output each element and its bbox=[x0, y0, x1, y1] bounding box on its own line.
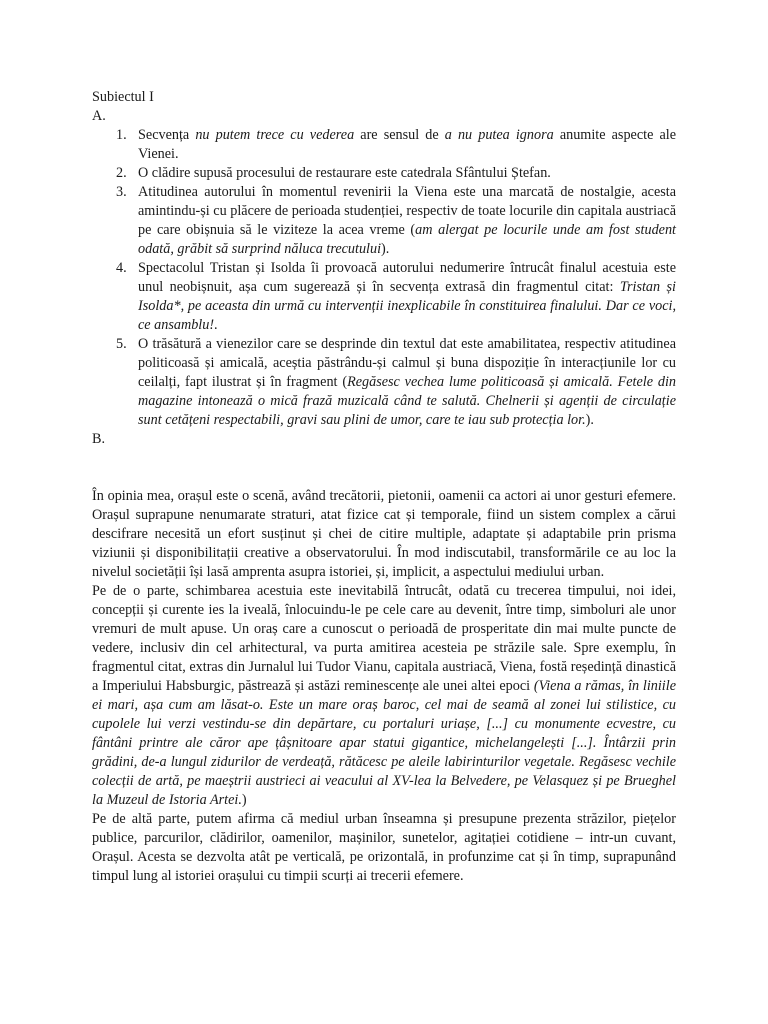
essay-paragraph-2: Pe de o parte, schimbarea acestuia este inevitabilă întrucât, odată cu trecerea timpului, noi idei, concepții și curente ies la iveală, înlocuindu-le pe cele care au devenit, între timp, simboluri ale unor vremuri de mult apuse. Un oraș care a cunoscut o perioadă de prosperitate din mai multe puncte de vedere, inclusiv din cel arhitectural, va purta amitirea acesteia pe străzile sale. Spre exemplu, în fragmentul citat, extras din Jurnalul lui Tudor Vianu, capitala austriacă, Viena, fostă reședință dinastică a Imperiului Habsburgic, păstrează și astăzi reminescențe ale unei altei epoci (Viena a rămas, în liniile ei mari, așa cum am lăsat-o. Este un mare oraș baroc, cel mai de seamă al zonei lui stilistice, cu cupolele lui verzi vestindu-se din depărtare, cu portaluri uriașe, [...] cu monumente ecvestre, cu fântâni printre ale căror ape țâșnitoare apar statui gigantice, michelangelești [...]. Întârzii prin grădini, de-a lungul zidurilor de verdeață, rătăcesc pe aleile labirinturilor vegetale. Regăsesc vechile colecții de artă, pe maeștrii austrieci ai veacului al XV-lea la Belvedere, pe Velasquez și pe Brueghel la Muzeul de Istoria Artei.) bbox=[92, 583, 676, 808]
spacer bbox=[92, 468, 676, 487]
spacer bbox=[92, 449, 676, 468]
essay-paragraph-1: În opinia mea, orașul este o scenă, având trecătorii, pietonii, oamenii ca actori ai unor gesturi efemere. Orașul suprapune nenumarate straturi, atat fizice cat și temporale, fiind un sistem complex a cărui descifrare necesită un efort susținut și chei de citire multiple, adaptate și adaptabile prin prisma viziunii și disponibilitații creative a observatorului. În mod indiscutabil, transformările ce au loc la nivelul societății își lasă amprenta asupra istoriei, și, implicit, a aspectului mediului urban. bbox=[92, 488, 676, 580]
section-a-label: A. bbox=[92, 108, 106, 124]
item-text: O trăsătură a vienezilor care se desprinde din textul dat este amabilitatea, respectiv atitudinea politicoasă și amicală, aceștia păstrându-și calmul și buna dispoziție în interacțiunile lor cu ceilalți, fapt ilustrat și în fragment (Regăsesc vechea lume politicoasă și amicală. Fetele din magazine intonează o mică frază muzicală când te salută. Chelnerii și agenții de circulație sunt cetățeni respectabili, gravi sau plini de umor, care te iau sub protecția lor.). bbox=[138, 336, 676, 428]
answer-item bbox=[92, 259, 676, 335]
answer-item bbox=[92, 164, 676, 183]
item-number: 3. bbox=[116, 184, 127, 200]
item-text: Secvența nu putem trece cu vederea are sensul de a nu putea ignora anumite aspecte ale Vienei. bbox=[138, 127, 677, 162]
answer-item bbox=[92, 335, 676, 430]
answer-item bbox=[92, 183, 676, 259]
answer-item bbox=[92, 126, 676, 164]
section-b-label: B. bbox=[92, 431, 106, 447]
item-number: 1. bbox=[116, 127, 127, 143]
item-number: 4. bbox=[116, 260, 127, 276]
document-body bbox=[92, 88, 676, 886]
item-text: Spectacolul Tristan și Isolda îi provoacă autorului nedumerire întrucât finalul acestuia este unul neobișnuit, așa cum sugerează și în secvența extrasă din fragmentul citat: Tristan și Isolda*, pe aceasta din urmă cu intervenții inexplicabile în constituirea finalului. Dar ce voci, ce ansamblu!. bbox=[138, 260, 676, 333]
answers-list bbox=[92, 126, 676, 430]
item-number: 2. bbox=[116, 165, 127, 181]
essay-paragraph-3: Pe de altă parte, putem afirma că mediul urban înseamna și presupune prezenta străzilor, piețelor publice, parcurilor, clădirilor, oamenilor, mașinilor, sunetelor, agitației cotidiene – intr-un cuvant, Orașul. Acesta se dezvolta atât pe verticală, pe orizontală, in profunzime cat și în timp, suprapunând timpul lung al istoriei orașului cu timpii scurți ai trecerii efemere. bbox=[92, 811, 676, 884]
item-text: O clădire supusă procesului de restaurare este catedrala Sfântului Ștefan. bbox=[138, 165, 551, 181]
item-text: Atitudinea autorului în momentul revenirii la Viena este una marcată de nostalgie, acesta amintindu-și cu plăcere de perioada studenției, respectiv de toate locurile din capitala austriacă pe care obișnuia să le viziteze la acea vreme (am alergat pe locurile unde am fost student odată, grăbit să surprind năluca trecutului). bbox=[138, 184, 676, 257]
document-title: Subiectul I bbox=[92, 89, 154, 105]
item-number: 5. bbox=[116, 336, 127, 352]
